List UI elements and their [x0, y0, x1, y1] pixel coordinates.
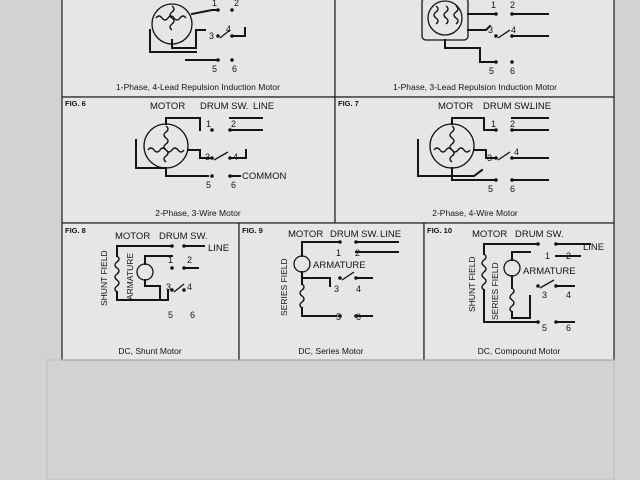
terminal-6-label: 6	[356, 312, 362, 322]
terminal-5-label: 5	[168, 310, 174, 320]
terminal-1-label: 1	[336, 248, 342, 258]
terminal-4-label: 4	[187, 282, 193, 292]
figure-number: FIG. 10	[427, 226, 453, 235]
terminal-3-label: 3	[542, 290, 548, 300]
blank-page-area	[47, 360, 614, 480]
armature-label: ARMATURE	[313, 260, 366, 271]
panel-fig10	[424, 223, 614, 360]
terminal-6-label: 6	[231, 180, 237, 190]
series-field-label: SERIES FIELD	[279, 258, 289, 316]
common-label: COMMON	[242, 171, 287, 182]
terminal-4-label: 4	[356, 284, 362, 294]
series-field-label: SERIES FIELD	[490, 262, 500, 320]
motor-label: MOTOR	[288, 229, 324, 240]
drum-switch-label: DRUM SW.	[200, 101, 249, 112]
panel-fig9	[239, 223, 424, 360]
terminal-5-label: 5	[489, 66, 495, 76]
terminal-3-label: 3	[166, 282, 172, 292]
terminal-6-label: 6	[510, 66, 516, 76]
terminal-6-label: 6	[566, 323, 572, 333]
drum-switch-label: DRUM SW.	[159, 231, 208, 242]
shunt-field-label: SHUNT FIELD	[467, 256, 477, 312]
figure-number: FIG. 6	[65, 99, 86, 108]
motor-label: MOTOR	[438, 101, 474, 112]
figure-caption: 2-Phase, 3-Wire Motor	[155, 208, 241, 218]
panel-fig8	[62, 223, 239, 360]
terminal-2-label: 2	[566, 251, 572, 261]
terminal-2-label: 2	[234, 0, 240, 8]
terminal-4-label: 4	[233, 152, 239, 162]
terminal-1-label: 1	[206, 119, 212, 129]
terminal-1-label: 1	[168, 255, 174, 265]
drum-switch-label: DRUM SW.	[330, 229, 379, 240]
terminal-5-label: 5	[488, 184, 494, 194]
terminal-1-label: 1	[545, 251, 551, 261]
figure-caption: 1-Phase, 4-Lead Repulsion Induction Motor	[116, 82, 280, 92]
terminal-6-label: 6	[190, 310, 196, 320]
terminal-1-label: 1	[491, 0, 497, 10]
terminal-3-label: 3	[205, 152, 211, 162]
terminal-1-label: 1	[212, 0, 218, 8]
terminal-4-label: 4	[226, 24, 232, 34]
line-label: LINE	[530, 101, 552, 112]
line-label: LINE	[380, 229, 402, 240]
panel-fig6	[62, 97, 335, 223]
figure-number: FIG. 7	[338, 99, 359, 108]
motor-label: MOTOR	[472, 229, 508, 240]
terminal-3-label: 3	[334, 284, 340, 294]
terminal-1-label: 1	[491, 119, 497, 129]
terminal-5-label: 5	[542, 323, 548, 333]
terminal-4-label: 4	[566, 290, 572, 300]
panel-top-left	[62, 0, 335, 97]
terminal-4-label: 4	[511, 25, 517, 35]
terminal-3-label: 3	[487, 153, 493, 163]
figure-caption: 2-Phase, 4-Wire Motor	[432, 208, 518, 218]
figure-number: FIG. 9	[242, 226, 263, 235]
line-label: LINE	[253, 101, 275, 112]
panel-top-right	[335, 0, 614, 97]
motor-label: MOTOR	[150, 101, 186, 112]
panel-fig7	[335, 97, 614, 223]
armature-label: ARMATURE	[125, 252, 135, 300]
terminal-5-label: 5	[206, 180, 212, 190]
terminal-3-label: 3	[488, 25, 494, 35]
figure-caption: 1-Phase, 3-Lead Repulsion Induction Motor	[393, 82, 557, 92]
drum-switch-label: DRUM SW.	[483, 101, 532, 112]
terminal-5-label: 5	[212, 64, 218, 74]
terminal-6-label: 6	[232, 64, 238, 74]
motor-label: MOTOR	[115, 231, 151, 242]
figure-caption: DC, Shunt Motor	[118, 346, 182, 356]
figure-caption: DC, Series Motor	[298, 346, 364, 356]
figure-caption: DC, Compound Motor	[477, 346, 561, 356]
armature-label: ARMATURE	[523, 266, 576, 277]
terminal-2-label: 2	[510, 119, 516, 129]
terminal-2-label: 2	[231, 119, 237, 129]
terminal-4-label: 4	[514, 147, 520, 157]
terminal-2-label: 2	[510, 0, 516, 10]
drum-switch-label: DRUM SW.	[515, 229, 564, 240]
figure-number: FIG. 8	[65, 226, 86, 235]
shunt-field-label: SHUNT FIELD	[99, 250, 109, 306]
terminal-6-label: 6	[510, 184, 516, 194]
terminal-3-label: 3	[209, 31, 215, 41]
line-label: LINE	[208, 243, 230, 254]
terminal-5-label: 5	[336, 312, 342, 322]
terminal-2-label: 2	[355, 248, 361, 258]
terminal-2-label: 2	[187, 255, 193, 265]
line-label: LINE	[583, 242, 605, 253]
